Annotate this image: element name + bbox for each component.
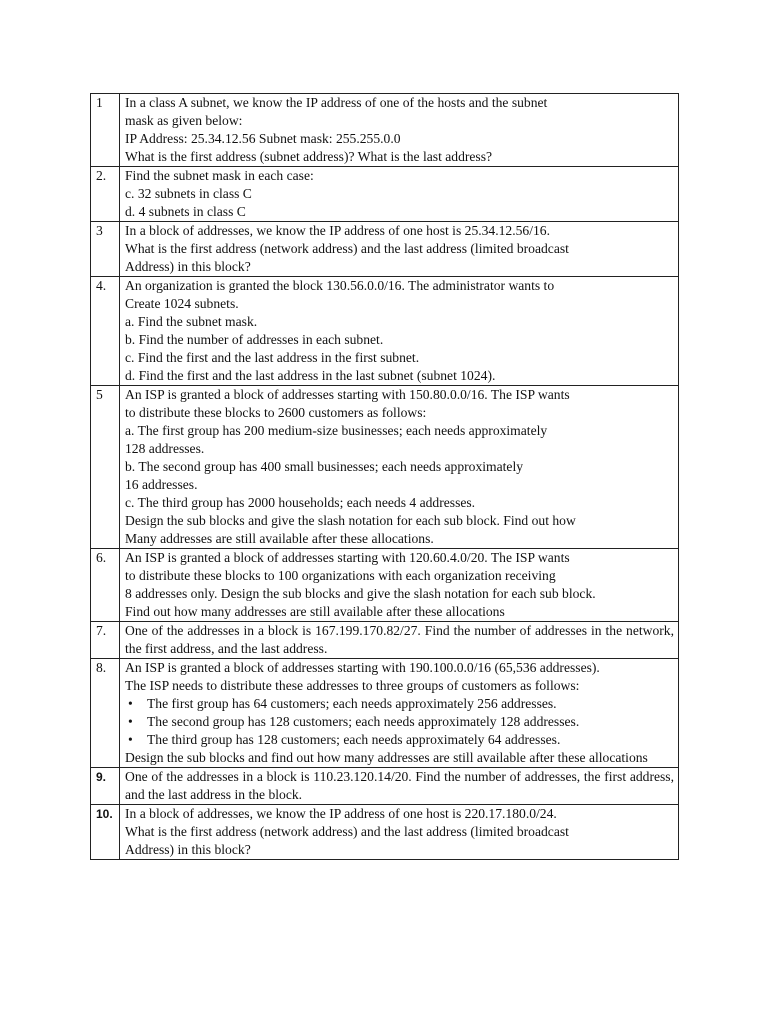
question-line: Address) in this block? [125, 259, 251, 274]
question-line: In a block of addresses, we know the IP address of one host is 25.34.12.56/16. [125, 223, 550, 238]
question-line: Find the subnet mask in each case: [125, 168, 314, 183]
bullet-item: • The first group has 64 customers; each needs approximately 256 addresses. [125, 695, 674, 713]
question-text [120, 622, 679, 659]
question-number: 9. [91, 768, 120, 805]
question-line: d. 4 subnets in class C [125, 204, 246, 219]
question-text [120, 222, 679, 277]
question-line: An ISP is granted a block of addresses starting with 150.80.0.0/16. The ISP wants [125, 387, 570, 402]
question-line: Find out how many addresses are still available after these allocations [125, 604, 505, 619]
question-line: b. Find the number of addresses in each subnet. [125, 332, 384, 347]
question-line: mask as given below: [125, 113, 243, 128]
question-line: What is the first address (network address) and the last address (limited broadcast [125, 241, 569, 256]
question-line: An ISP is granted a block of addresses starting with 120.60.4.0/20. The ISP wants [125, 550, 570, 565]
question-line: to distribute these blocks to 2600 customers as follows: [125, 405, 427, 420]
question-line: 16 addresses. [125, 477, 198, 492]
question-number: 2. [91, 167, 120, 222]
question-row [91, 222, 679, 277]
question-text [120, 549, 679, 622]
question-row [91, 622, 679, 659]
question-row [91, 94, 679, 167]
question-row [91, 167, 679, 222]
question-number: 10. [91, 805, 120, 860]
question-text [120, 167, 679, 222]
question-number: 6. [91, 549, 120, 622]
question-line: Create 1024 subnets. [125, 296, 239, 311]
question-line: 8 addresses only. Design the sub blocks and give the slash notation for each sub block. [125, 586, 596, 601]
questions-table [90, 93, 679, 860]
question-line: Design the sub blocks and give the slash notation for each sub block. Find out how [125, 513, 576, 528]
question-number: 1 [91, 94, 120, 167]
question-number: 5 [91, 386, 120, 549]
question-line: to distribute these blocks to 100 organizations with each organization receiving [125, 568, 556, 583]
question-number: 4. [91, 277, 120, 386]
question-line: c. 32 subnets in class C [125, 186, 252, 201]
question-line: The ISP needs to distribute these addresses to three groups of customers as follows: [125, 678, 580, 693]
question-line: IP Address: 25.34.12.56 Subnet mask: 255.255.0.0 [125, 131, 401, 146]
question-row [91, 768, 679, 805]
question-line: b. The second group has 400 small businesses; each needs approximately [125, 459, 524, 474]
question-row [91, 659, 679, 768]
question-row [91, 386, 679, 549]
question-paragraph: Design the sub blocks and find out how many addresses are still available after these allocations [125, 750, 648, 765]
question-number: 8. [91, 659, 120, 768]
question-number: 3 [91, 222, 120, 277]
question-paragraph: One of the addresses in a block is 110.23.120.14/20. Find the number of addresses, the first address, and the last address in the block. [125, 769, 674, 802]
question-line: a. Find the subnet mask. [125, 314, 258, 329]
question-line: What is the first address (network address) and the last address (limited broadcast [125, 824, 569, 839]
question-line: An ISP is granted a block of addresses starting with 190.100.0.0/16 (65,536 addresses). [125, 660, 600, 675]
question-row [91, 549, 679, 622]
question-text [120, 386, 679, 549]
question-paragraph: One of the addresses in a block is 167.199.170.82/27. Find the number of addresses in the network, the first address, and the last address. [125, 623, 674, 656]
question-number: 7. [91, 622, 120, 659]
question-text [120, 768, 679, 805]
question-line: 128 addresses. [125, 441, 205, 456]
bullet-item: • The second group has 128 customers; each needs approximately 128 addresses. [125, 713, 674, 731]
question-row [91, 805, 679, 860]
question-line: In a block of addresses, we know the IP address of one host is 220.17.180.0/24. [125, 806, 557, 821]
question-text [120, 805, 679, 860]
question-line: a. The first group has 200 medium-size businesses; each needs approximately [125, 423, 548, 438]
question-line: An organization is granted the block 130.56.0.0/16. The administrator wants to [125, 278, 555, 293]
question-line: c. The third group has 2000 households; each needs 4 addresses. [125, 495, 476, 510]
question-line: Address) in this block? [125, 842, 251, 857]
bullet-item: • The third group has 128 customers; each needs approximately 64 addresses. [125, 731, 674, 749]
question-text [120, 277, 679, 386]
question-line: In a class A subnet, we know the IP address of one of the hosts and the subnet [125, 95, 548, 110]
question-line: d. Find the first and the last address in the last subnet (subnet 1024). [125, 368, 496, 383]
question-row [91, 277, 679, 386]
question-line: Many addresses are still available after these allocations. [125, 531, 434, 546]
question-line: What is the first address (subnet address)? What is the last address? [125, 149, 493, 164]
question-line: c. Find the first and the last address in the first subnet. [125, 350, 420, 365]
question-text [120, 94, 679, 167]
question-text [120, 659, 679, 768]
